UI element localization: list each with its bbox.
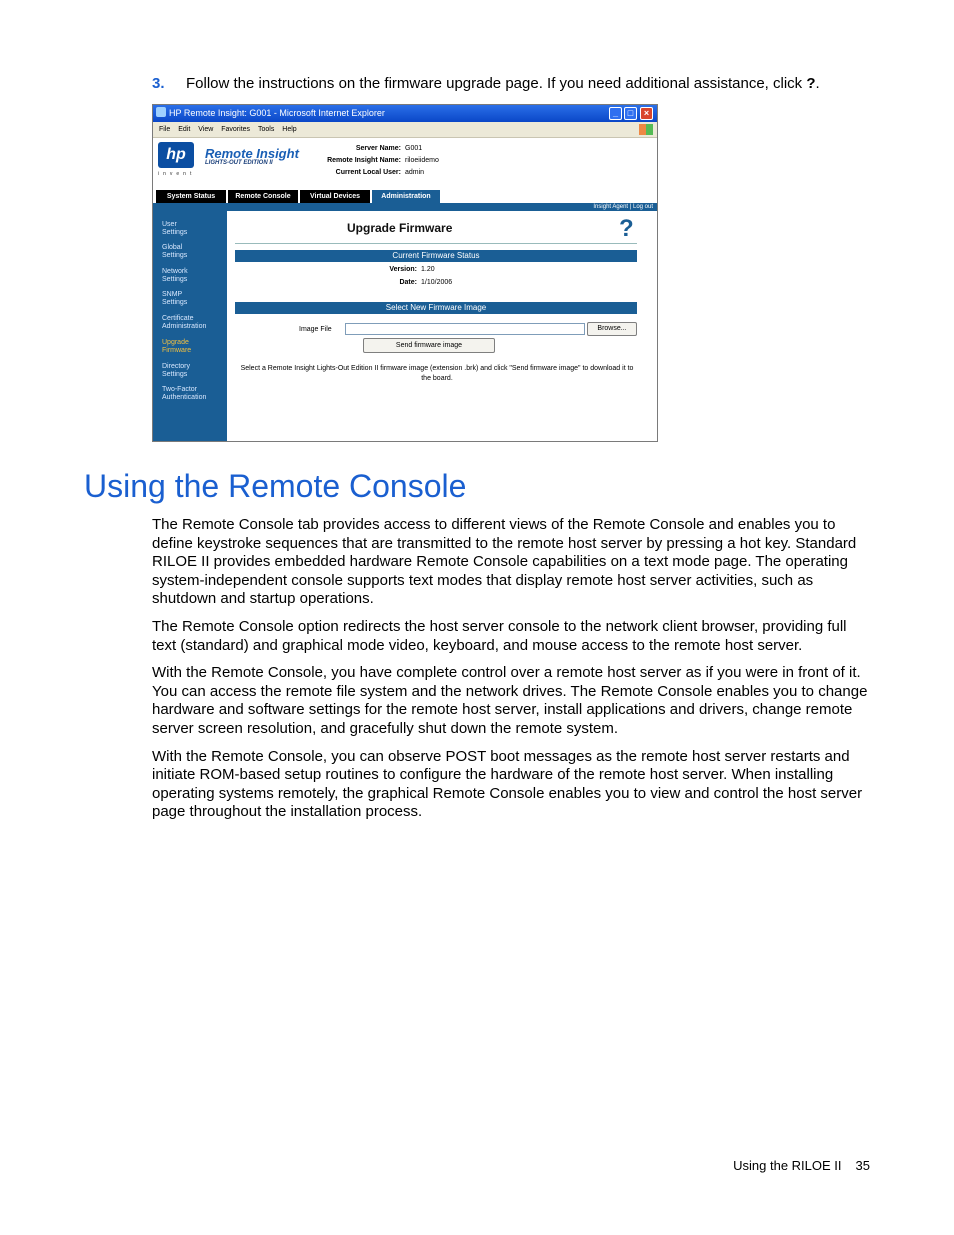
- nav-global-settings[interactable]: Global Settings: [162, 244, 188, 259]
- step-text: Follow the instructions on the firmware upgrade page. If you need additional assistance, click: [186, 75, 807, 92]
- menu-edit[interactable]: Edit: [178, 126, 191, 133]
- tab-system-status[interactable]: System Status: [156, 190, 226, 203]
- menu-tools[interactable]: Tools: [258, 126, 275, 133]
- tab-administration[interactable]: Administration: [372, 190, 440, 203]
- nav-user-settings[interactable]: User Settings: [162, 221, 188, 236]
- tab-remote-console[interactable]: Remote Console: [228, 190, 298, 203]
- menu-help[interactable]: Help: [282, 126, 297, 133]
- paragraph-3: With the Remote Console, you have complete control over a remote host server as if you were in front of it. You can access the remote file system and the network drives. The Remote Console enables you to change hardware and software settings for the remote host server, install applications and drivers, change remote server screen resolution, and gracefully shut down the remote system.: [152, 664, 868, 737]
- section-title: Using the Remote Console: [84, 468, 467, 504]
- footer-text: Using the RILOE II: [733, 1158, 842, 1173]
- nav-snmp-settings[interactable]: SNMP Settings: [162, 291, 188, 306]
- section-body: [152, 516, 874, 831]
- info-remote-insight-name: Remote Insight Name: riloeiidemo: [327, 157, 439, 164]
- window-titlebar: [153, 105, 657, 122]
- paragraph-2: The Remote Console option redirects the host server console to the network client browser, providing full text (standard) and graphical mode video, keyboard, and mouse access to the remote host server.: [152, 617, 847, 654]
- menu-favorites[interactable]: Favorites: [221, 126, 251, 133]
- admin-sidebar: [153, 211, 227, 442]
- nav-network-settings[interactable]: Network Settings: [162, 268, 188, 283]
- image-file-label: Image File: [299, 326, 332, 333]
- nav-two-factor-authentication[interactable]: Two-Factor Authentication: [162, 386, 207, 401]
- tab-bar: [153, 190, 657, 203]
- brand-name: Remote Insight: [205, 146, 299, 161]
- brand-subtitle: LIGHTS-OUT EDITION II: [205, 160, 273, 166]
- paragraph-1: The Remote Console tab provides access to different views of the Remote Console and enables you to define keystroke sequences that are transmitted to the remote host server by pressing a hot key. Standard RILOE II provides embedded hardware Remote Console capabilities on a text mode page. The operating system-independent console supports text modes that display remote host server activities, such as shutdown and startup operations.: [152, 516, 857, 608]
- help-icon[interactable]: ?: [619, 215, 634, 242]
- page-footer: [733, 1158, 870, 1173]
- menu-file[interactable]: File: [159, 126, 171, 133]
- step-bold-help: ?: [806, 75, 816, 92]
- page-number: 35: [855, 1158, 870, 1173]
- firmware-date: Date: 1/10/2006: [399, 279, 453, 286]
- title-divider: [235, 243, 637, 244]
- menu-bar: [153, 122, 657, 138]
- paragraph-4: With the Remote Console, you can observe POST boot messages as the remote host server restarts and initiate ROM-based setup routines to configure the hardware of the remote host server. When installing operating systems remotely, the graphical Remote Console enables you to view and control the host server page throughout the installation process.: [152, 747, 863, 821]
- maximize-icon[interactable]: □: [624, 107, 637, 120]
- firmware-version: Version: 1.20: [389, 266, 435, 273]
- nav-upgrade-firmware[interactable]: Upgrade Firmware: [162, 339, 192, 354]
- current-firmware-header: Current Firmware Status: [235, 250, 637, 262]
- firmware-instruction-note: Select a Remote Insight Lights-Out Edition II firmware image (extension .brk) and click "Send firmware image" to download it to the board.: [240, 365, 634, 382]
- step-end: .: [815, 75, 820, 92]
- browse-button[interactable]: Browse...: [587, 322, 637, 336]
- browser-page: [153, 138, 657, 442]
- minimize-icon[interactable]: _: [609, 107, 622, 120]
- nav-directory-settings[interactable]: Directory Settings: [162, 363, 191, 378]
- firmware-page-title: Upgrade Firmware: [347, 221, 453, 235]
- invent-tagline: invent: [158, 171, 196, 177]
- firmware-screenshot: [152, 104, 658, 442]
- firmware-content: [227, 211, 657, 442]
- top-links[interactable]: Insight Agent | Log out: [153, 203, 657, 211]
- close-icon[interactable]: ×: [640, 107, 653, 120]
- menu-view[interactable]: View: [198, 126, 214, 133]
- step-number: 3.: [152, 75, 165, 92]
- windows-logo-icon: [639, 124, 653, 135]
- window-title: HP Remote Insight: G001 - Microsoft Internet Explorer: [169, 108, 385, 118]
- info-server-name: Server Name: G001: [355, 145, 423, 152]
- send-firmware-button[interactable]: Send firmware image: [363, 338, 495, 353]
- step-3: [152, 74, 872, 94]
- info-current-user: Current Local User: admin: [335, 169, 425, 176]
- nav-certificate-administration[interactable]: Certificate Administration: [162, 315, 207, 330]
- tab-virtual-devices[interactable]: Virtual Devices: [300, 190, 370, 203]
- hp-logo: hp: [158, 142, 194, 168]
- ie-icon: [156, 107, 166, 117]
- select-firmware-header: Select New Firmware Image: [235, 302, 637, 314]
- image-file-input[interactable]: [345, 323, 585, 335]
